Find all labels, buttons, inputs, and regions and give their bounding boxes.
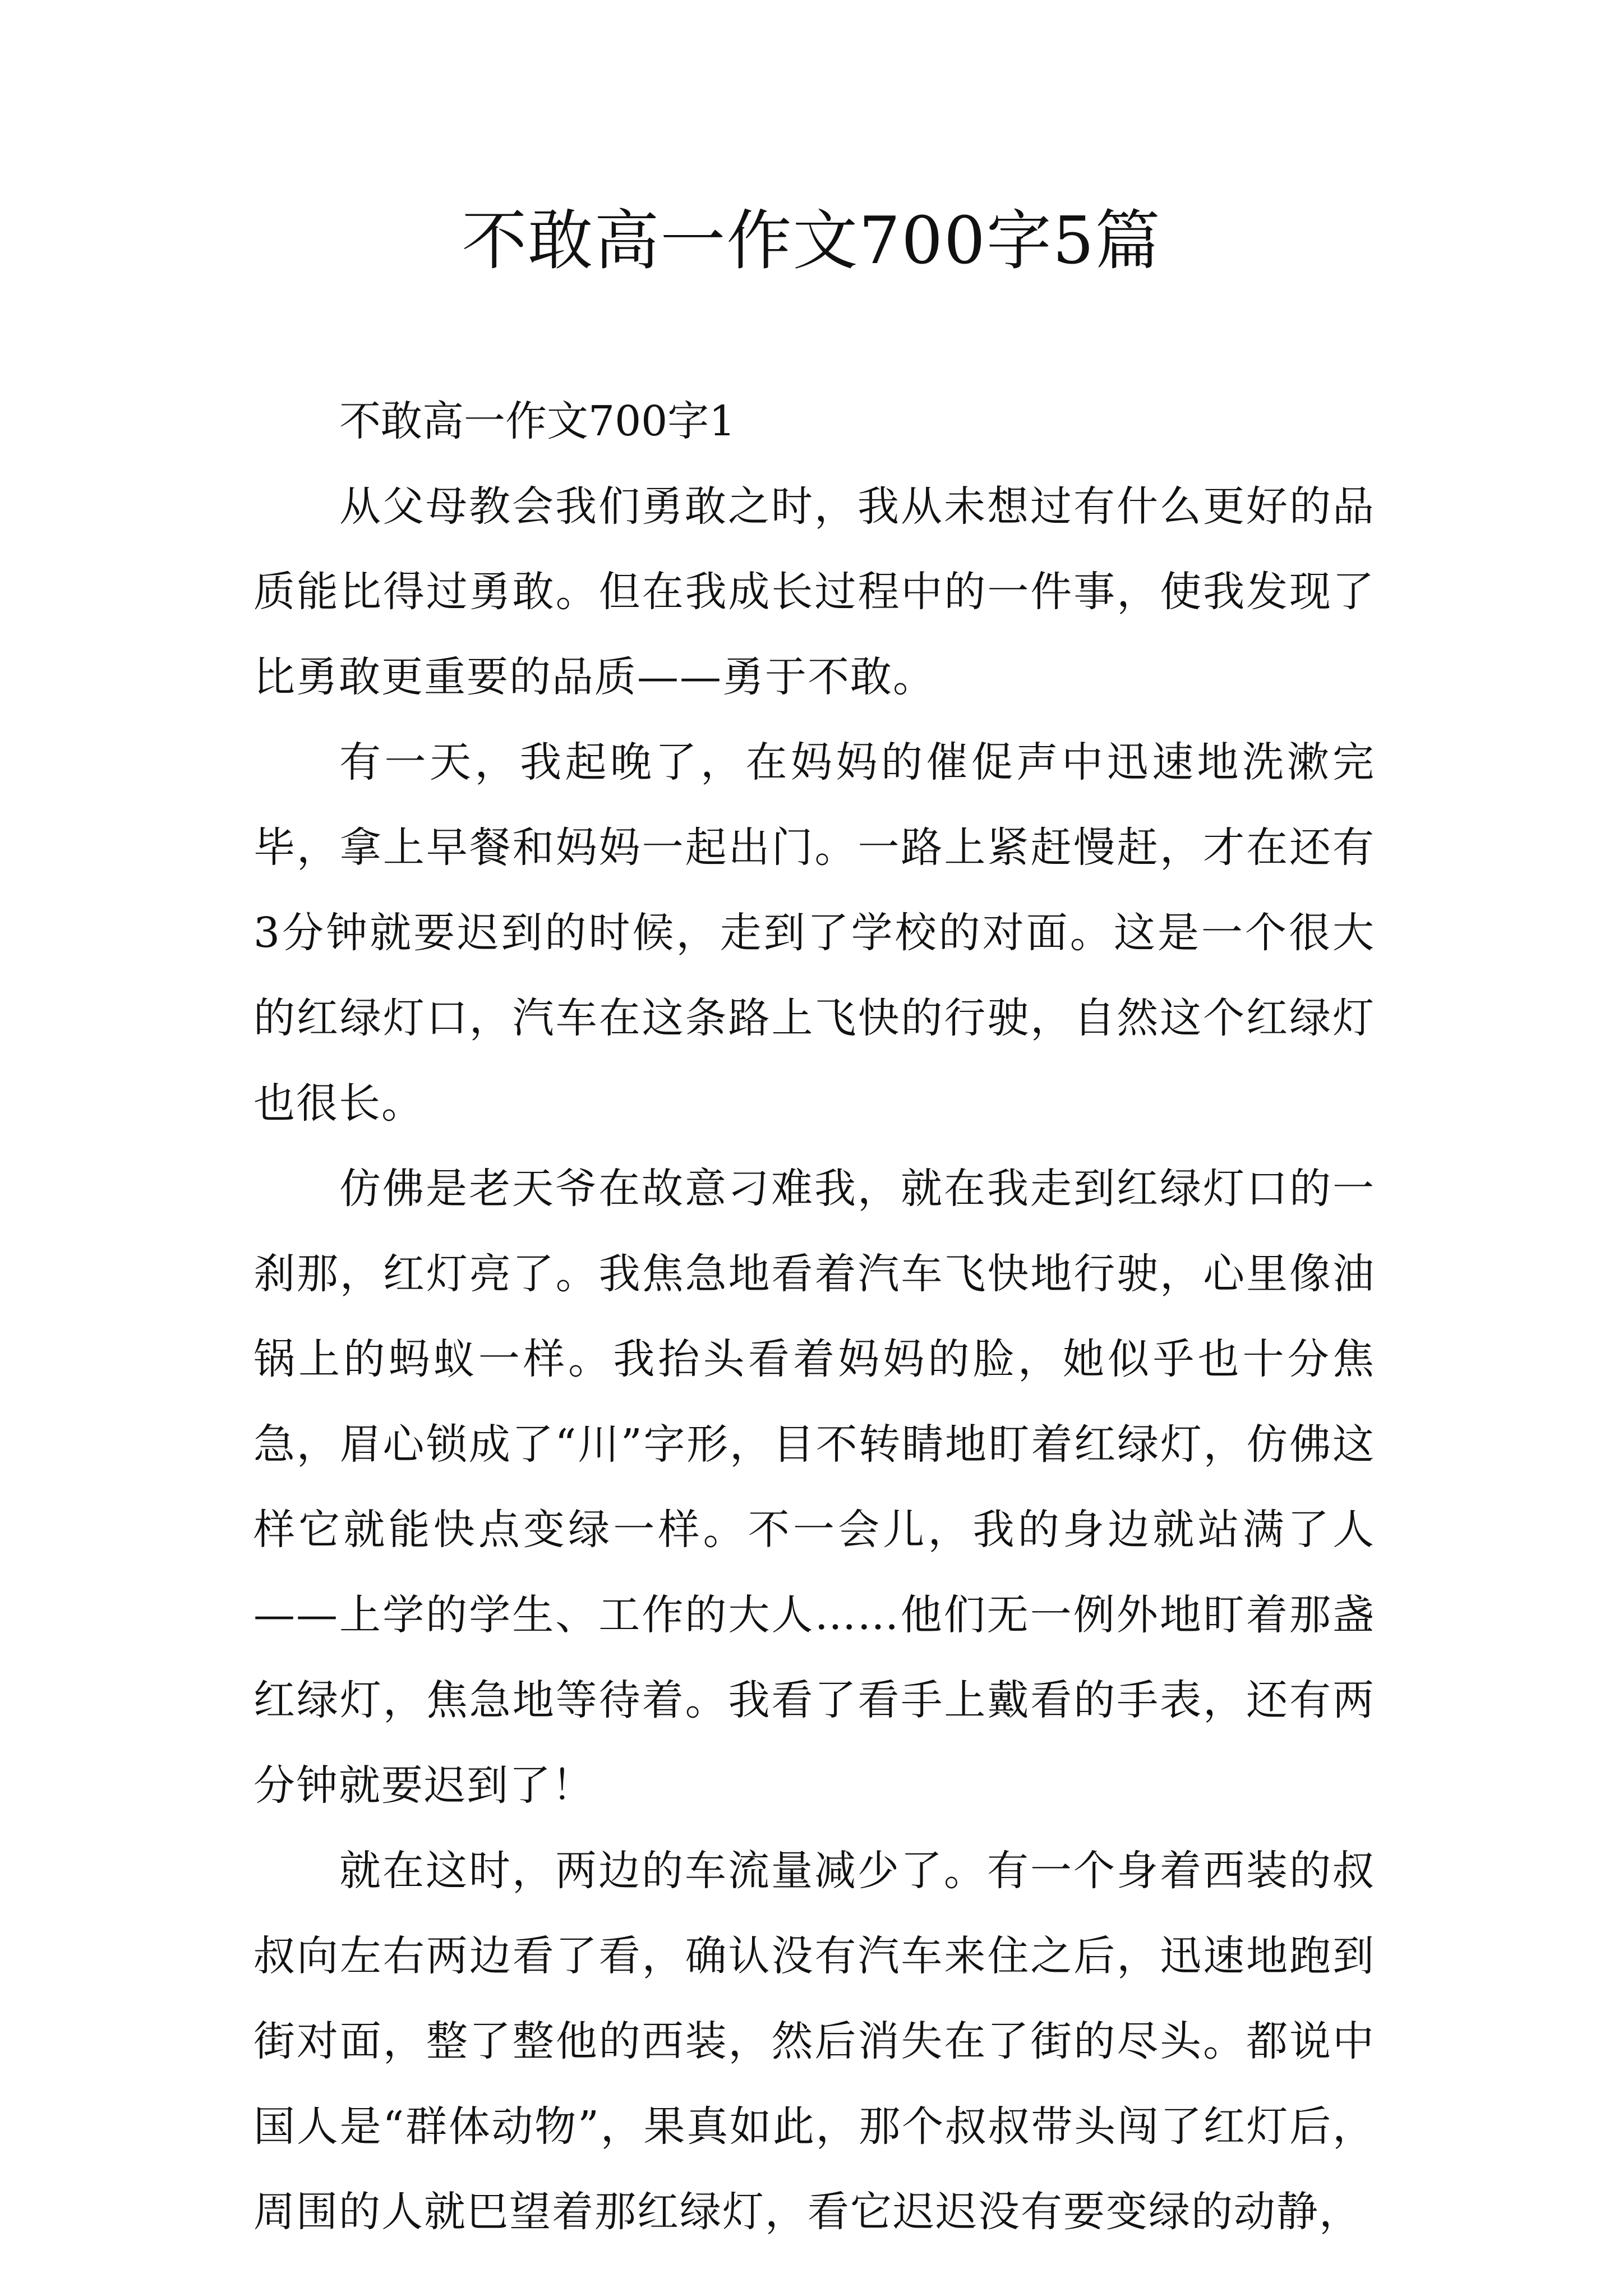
paragraph-1: 从父母教会我们勇敢之时，我从未想过有什么更好的品质能比得过勇敢。但在我成长过程中的一件事，使我发现了比勇敢更重要的品质——勇于不敢。 (253, 482, 1375, 701)
paragraph-3: 仿佛是老天爷在故意刁难我，就在我走到红绿灯口的一刹那，红灯亮了。我焦急地看着汽车飞快地行驶，心里像油锅上的蚂蚁一样。我抬头看着妈妈的脸，她似乎也十分焦急，眉心锁成了“川”字形，目不转睛地盯着红绿灯，仿佛这样它就能快点变绿一样。不一会儿，我的身边就站满了人——上学的学生、工作的大人……他们无一例外地盯着那盏红绿灯，焦急地等待着。我看了看手上戴看的手表，还有两分钟就要迟到了！ (253, 1165, 1375, 1810)
document-title: 不敢高一作文700字5篇 (462, 203, 1161, 279)
paragraph-4: 就在这时，两边的车流量减少了。有一个身着西装的叔叔向左右两边看了看，确认没有汽车来住之后，迅速地跑到街对面，整了整他的西装，然后消失在了街的尽头。都说中国人是“群体动物”，果真如此，那个叔叔带头闯了红灯后，周围的人就巴望着那红绿灯，看它迟迟没有要变绿的动静， (253, 1847, 1375, 2236)
paragraph-2: 有一天，我起晚了，在妈妈的催促声中迅速地洗漱完毕，拿上早餐和妈妈一起出门。一路上紧赶慢赶，才在还有3分钟就要迟到的时候，走到了学校的对面。这是一个很大的红绿灯口，汽车在这条路上飞快的行驶，自然这个红绿灯也很长。 (253, 738, 1375, 1128)
section-heading: 不敢高一作文700字1 (339, 397, 736, 445)
document-body (253, 379, 1375, 2254)
